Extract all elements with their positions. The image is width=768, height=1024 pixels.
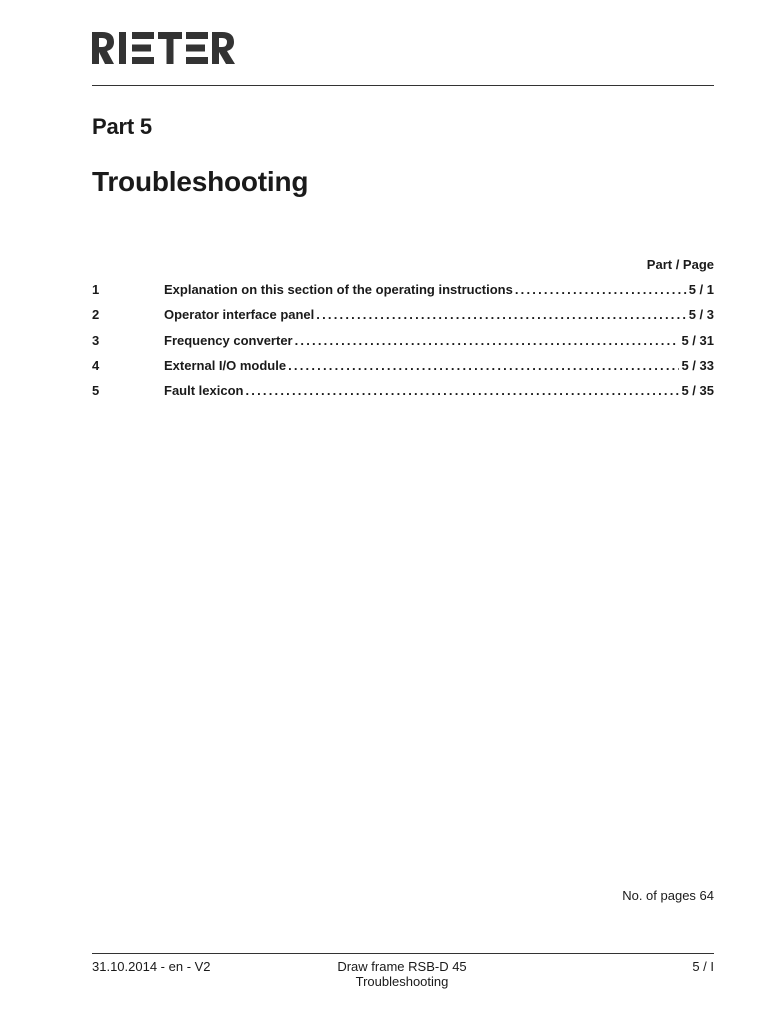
- toc-entry-number: 5: [92, 383, 100, 399]
- toc-entry[interactable]: [92, 333, 714, 358]
- toc-leader-dots: [288, 358, 679, 374]
- footer-page-number: 5 / I: [692, 959, 714, 974]
- toc-entry-number: 4: [92, 357, 100, 373]
- toc-entry-page: 5 / 33: [681, 357, 714, 373]
- footer-document-title: [302, 959, 502, 989]
- rieter-logo-mark: [92, 28, 238, 66]
- toc-entry[interactable]: [92, 383, 714, 408]
- toc-entry-number: 3: [92, 332, 100, 348]
- toc-entry-title: Explanation on this section of the operating instructions: [164, 282, 513, 297]
- toc-entry-page: 5 / 31: [681, 332, 714, 348]
- toc-entry-page: 5 / 35: [681, 383, 714, 399]
- toc-entry-title: Frequency converter: [164, 332, 293, 348]
- part-label: Part 5: [92, 114, 152, 139]
- toc-entry-title: Operator interface panel: [164, 307, 315, 323]
- toc-entry[interactable]: [92, 307, 714, 332]
- toc-entry-number: 1: [92, 282, 100, 297]
- table-of-contents: [92, 282, 714, 408]
- footer-rule: [92, 953, 714, 954]
- page-count-note: No. of pages 64: [622, 888, 714, 903]
- toc-entry-title: Fault lexicon: [164, 383, 244, 399]
- footer-section-name: Troubleshooting: [355, 974, 449, 989]
- toc-leader-dots: [295, 333, 680, 349]
- footer-machine-name: Draw frame RSB-D 45: [337, 959, 467, 974]
- page-title: Troubleshooting: [92, 166, 309, 197]
- toc-entry[interactable]: [92, 358, 714, 383]
- toc-entry-title: External I/O module: [164, 357, 287, 373]
- toc-leader-dots: [245, 383, 679, 399]
- toc-column-header: Part / Page: [646, 257, 714, 272]
- footer-date-version: 31.10.2014 - en - V2: [92, 959, 211, 974]
- toc-entry-number: 2: [92, 307, 100, 323]
- toc-entry-page: 5 / 3: [688, 307, 714, 323]
- toc-leader-dots: [316, 307, 686, 323]
- toc-leader-dots: [515, 282, 687, 298]
- toc-entry[interactable]: [92, 282, 714, 307]
- toc-entry-page: 5 / 1: [688, 282, 714, 297]
- header-rule: [92, 85, 714, 86]
- rieter-logo: [92, 28, 238, 66]
